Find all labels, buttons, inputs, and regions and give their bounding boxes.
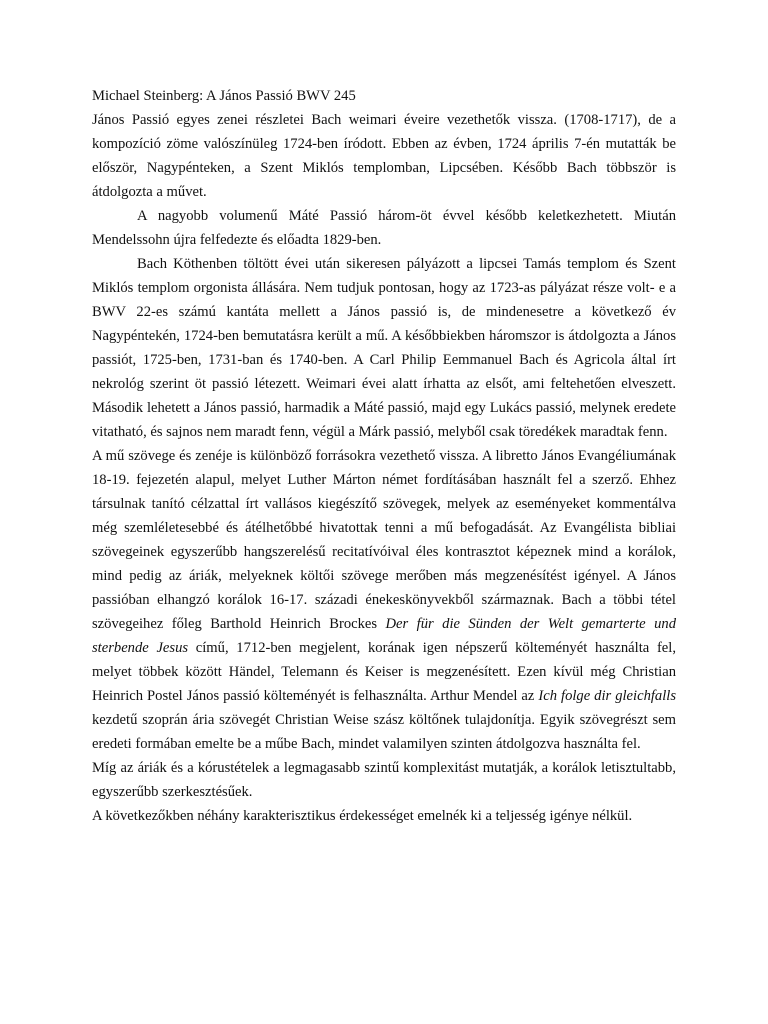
document-title: Michael Steinberg: A János Passió BWV 245 (92, 88, 356, 104)
paragraph-2: A nagyobb volumenű Máté Passió három-öt évvel később keletkezhetett. Miután Mendelssohn újra felfedezte és előadta 1829-ben. (92, 208, 676, 248)
paragraph-4 (92, 444, 676, 756)
paragraph-3: Bach Köthenben töltött évei után sikeresen pályázott a lipcsei Tamás templom és Szent Miklós templom orgonista állására. Nem tudjuk pontosan, hogy az 1723-as pályázat része volt- e a BWV 22-es számú kantáta mellett a János passió is, de mindenesetre a következő év Nagypéntekén, 1724-ben bemutatásra került a mű. A későbbiekben háromszor is átdolgozta a János passiót, 1725-ben, 1731-ban és 1740-ben. A Carl Philip Eemmanuel Bach és Agricola által írt nekrológ szerint öt passió létezett. Weimari évei alatt írhatta az elsőt, ami feltehetően elveszett. Második lehetett a János passió, harmadik a Máté passió, majd egy Lukács passió, melynek eredete vitatható, és sajnos nem maradt fenn, végül a Márk passió, melyből csak töredékek maradtak fenn. (92, 256, 676, 440)
paragraph-5: Míg az áriák és a kórustételek a legmagasabb szintű komplexitást mutatják, a korálok letisztultabb, egyszerűbb szerkesztésűek. (92, 760, 676, 800)
paragraph-4-text-c: kezdetű szoprán ária szövegét Christian Weise szász költőnek tulajdonítja. Egyik szövegrészt sem eredeti formában emelte be a műbe Bach, mindet valamilyen szinten átdolgozva használta fel. (92, 712, 676, 752)
aria-title: Ich folge dir gleichfalls (538, 688, 676, 704)
paragraph-4-text-b: című, 1712-ben megjelent, korának igen népszerű költeményét használta fel, melyet többek között Händel, Telemann és Keiser is megzenésített. Ezen kívül még Christian Heinrich Postel János passió költeményét is felhasználta. Arthur Mendel az (92, 640, 676, 704)
paragraph-1: János Passió egyes zenei részletei Bach weimari éveire vezethetők vissza. (1708-1717), de a kompozíció zöme valószínüleg 1724-ben íródott. Ebben az évben, 1724 április 7-én mutatták be először, Nagypénteken, a Szent Miklós templomban, Lipcsében. Később Bach többször is átdolgozta a művet. (92, 112, 676, 200)
paragraph-4-text-a: A mű szövege és zenéje is különböző forrásokra vezethető vissza. A libretto János Evangéliumának 18-19. fejezetén alapul, melyet Luther Márton német fordításában használt fel a szerző. Ehhez társulnak tanító célzattal írt vallásos kiegészítő szövegek, melyek az eseményeket kommentálva még szemléletesebbé és átélhetőbbé hivatottak tenni a mű befogadását. Az Evangélista bibliai szövegeinek egyszerűbb hangszerelésű recitatívóival éles kontrasztot képeznek mind a korálok, mind pedig az áriák, melyeknek költői szövege merőben más megzenésítést igényel. A János passióban elhangzó korálok 16-17. századi énekeskönyvekből származnak. Bach a többi tétel szövegeihez főleg Barthold Heinrich Brockes (92, 448, 676, 632)
brockes-work-title: Der für die Sünden der Welt gemarterte und sterbende Jesus (92, 616, 676, 656)
paragraph-6: A következőkben néhány karakterisztikus érdekességet emelnék ki a teljesség igénye nélkül. (92, 808, 633, 824)
